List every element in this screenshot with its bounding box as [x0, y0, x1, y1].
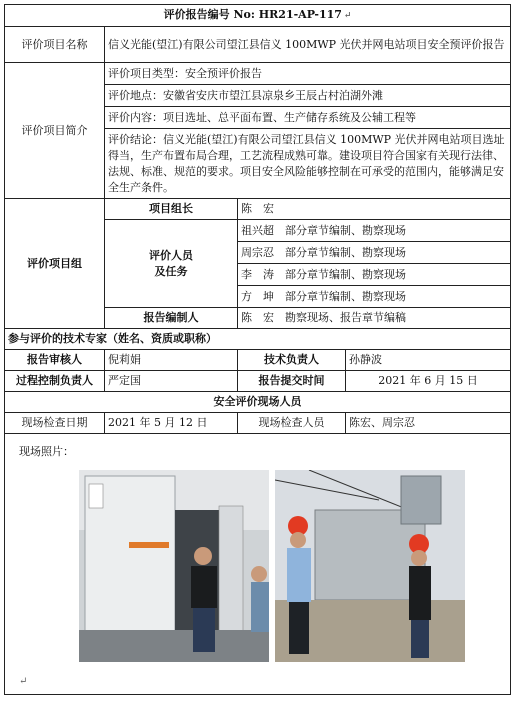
paragraph-mark: ↵ [19, 676, 28, 687]
editor-value: 陈 宏 勘察现场、报告章节编稿 [238, 308, 511, 329]
members-label-line1: 评价人员 [149, 248, 193, 262]
evaluation-report-page [4, 4, 510, 696]
project-name-label: 评价项目名称 [5, 27, 105, 63]
report-number-row: 评价报告编号 No: HR21-AP-117 ↵ [5, 5, 511, 27]
process-control-label: 过程控制负责人 [5, 371, 105, 392]
tech-lead-label: 技术负责人 [238, 350, 346, 371]
submit-time-value: 2021 年 6 月 15 日 [346, 371, 511, 392]
inspection-date-label: 现场检查日期 [5, 413, 105, 434]
inspection-date-value: 2021 年 5 月 12 日 [105, 413, 238, 434]
members-label-line2: 及任务 [154, 264, 188, 278]
editor-label: 报告编制人 [105, 308, 238, 329]
team-label: 评价项目组 [5, 199, 105, 329]
project-name-value: 信义光能(望江)有限公司望江县信义 100MWP 光伏并网电站项目安全预评价报告 [105, 27, 511, 63]
member-row: 周宗忍 部分章节编制、勘察现场 [238, 242, 511, 264]
transformer [401, 476, 441, 524]
site-photos [79, 470, 465, 662]
members-label [105, 220, 238, 308]
summary-location: 评价地点：安徽省安庆市望江县凉泉乡王辰占村泊湖外滩 [105, 85, 511, 107]
summary-label: 评价项目简介 [5, 63, 105, 199]
summary-conclusion: 评价结论：信义光能(望江)有限公司望江县信义 100MWP 光伏并网电站项目选址得当，生产布置布局合理，工艺流程成熟可靠。建设项目符合国家有关现行法律、法规、标准、规范的要求。项目安全风险能够控制在可承受的范围内，能够满足安全生产条件。 [105, 129, 511, 199]
summary-content: 评价内容：项目选址、总平面布置、生产储存系统及公辅工程等 [105, 107, 511, 129]
report-number-label: 评价报告编号 No: [163, 8, 255, 21]
auditor-value: 倪莉娟 [105, 350, 238, 371]
member-row: 方 坤 部分章节编制、勘察现场 [238, 286, 511, 308]
site-photo-illustration [79, 470, 465, 662]
inspection-staff-label: 现场检查人员 [238, 413, 346, 434]
member-row: 祖兴超 部分章节编制、勘察现场 [238, 220, 511, 242]
site-photos-label: 现场照片： [19, 445, 74, 458]
summary-type: 评价项目类型：安全预评价报告 [105, 63, 511, 85]
experts-label: 参与评价的技术专家（姓名、资质或职称） [5, 329, 511, 350]
leader-label: 项目组长 [105, 199, 238, 220]
submit-time-label: 报告提交时间 [238, 371, 346, 392]
inspection-staff-value: 陈宏、周宗忍 [346, 413, 511, 434]
auditor-label: 报告审核人 [5, 350, 105, 371]
cabinet-orange-stripe [129, 542, 169, 548]
site-photos-cell [5, 434, 511, 695]
member-row: 李 涛 部分章节编制、勘察现场 [238, 264, 511, 286]
site-section-title: 安全评价现场人员 [5, 392, 511, 413]
report-number-value: HR21-AP-117 [258, 8, 342, 21]
tech-lead-value: 孙静波 [346, 350, 511, 371]
process-control-value: 严定国 [105, 371, 238, 392]
leader-value: 陈 宏 [238, 199, 511, 220]
report-table [4, 4, 511, 695]
